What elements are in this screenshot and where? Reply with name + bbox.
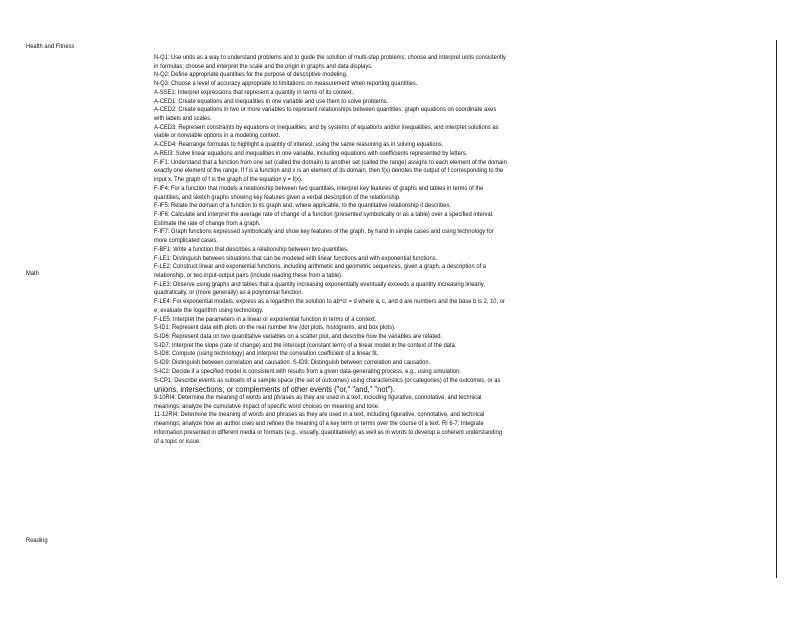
standard-line: S-ID7: Interpret the slope (rate of change) and the intercept (constant term) of a linear model in the context of the data. bbox=[154, 341, 457, 349]
standard-line: N-Q3: Choose a level of accuracy appropriate to limitations on measurement when reporting quantities. bbox=[154, 80, 418, 88]
standard-line: A-REI3: Solve linear equations and inequalities in one variable, including equations with coefficients represented by letters. bbox=[154, 149, 468, 157]
standard-line: A-CED1: Create equations and inequalities in one variable and use them to solve problems. bbox=[154, 97, 389, 105]
standard-line: S-ID6: Represent data on two quantitative variables on a scatter plot, and describe how the variables are related. bbox=[154, 333, 443, 340]
standard-line: S-ID9: Distinguish between correlation and causation. S-ID9: Distinguish between correlation and causation. bbox=[154, 359, 431, 367]
standard-line: in formulas; choose and interpret the scale and the origin in graphs and data displays. bbox=[154, 62, 373, 70]
standard-line: S-CP1: Describe events as subsets of a sample space (the set of outcomes) using characteristics (or categories) of the outcomes, or as bbox=[154, 376, 501, 384]
standard-line: F-IF7: Graph functions expressed symbolically and show key features of the graph, by hand in simple cases and using technology for bbox=[154, 228, 494, 236]
standards-list bbox=[154, 54, 772, 446]
standard-line: exactly one element of the range. If f is a function and x is an element of its domain, then f(x) denotes the output of f corresponding to the bbox=[154, 167, 504, 175]
standard-line: 11-12RI4: Determine the meaning of words and phrases as they are used in a text, including figurative, connotative, and technical bbox=[154, 411, 485, 419]
standard-line: more complicated cases. bbox=[154, 237, 218, 245]
standard-line: meanings; analyze how an author uses and refines the meaning of a key term or terms over the course of a text. RI 6-7: Integrate bbox=[154, 420, 484, 428]
standard-line: meanings; analyze the cumulative impact of specific word choices on meaning and tone. bbox=[154, 402, 380, 410]
standard-line: F-LE1: Distinguish between situations that can be modeled with linear functions and with exponential functions. bbox=[154, 254, 438, 262]
standard-line: N-Q2: Define appropriate quantities for the purpose of descriptive modeling. bbox=[154, 71, 348, 79]
standard-line: e; evaluate the logarithm using technology. bbox=[154, 306, 264, 314]
standard-line: A-CED4: Rearrange formulas to highlight a quantity of interest, using the same reasoning as in solving equations. bbox=[154, 141, 444, 149]
standard-line: S-ID1: Represent data with plots on the real number line (dot plots, histograms, and box plots). bbox=[154, 324, 396, 332]
standard-line: F-IF4: For a function that models a relationship between two quantities, interpret key features of graphs and tables in terms of the bbox=[154, 184, 484, 192]
right-margin-rule bbox=[776, 40, 777, 578]
standard-line: 9-10RI4: Determine the meaning of words and phrases as they are used in a text, including figurative, connotative, and technical bbox=[154, 394, 482, 402]
standard-line: F-IF1: Understand that a function from one set (called the domain) to another set (called the range) assigns to each element of the domain bbox=[154, 158, 507, 166]
standard-line: of a topic or issue. bbox=[154, 437, 201, 445]
standard-line: information presented in different media or formats (e.g., visually, quantitatively) as well as in words to develop a coherent understanding bbox=[154, 428, 503, 436]
standard-line: F-LE5: Interpret the parameters in a linear or exponential function in terms of a context. bbox=[154, 315, 377, 323]
standard-line: F-IF6: Calculate and interpret the average rate of change of a function (presented symbolically or as a table) over a specified interval. bbox=[154, 210, 494, 218]
standard-line: A-SSE1: Interpret expressions that represent a quantity in terms of its context. bbox=[154, 88, 354, 96]
standard-line: A-CED3: Represent constraints by equations or inequalities, and by systems of equations and/or inequalities, and interpret solutions as bbox=[154, 123, 499, 131]
standard-line: S-IC2: Decide if a specified model is consistent with results from a given data-generating process, e.g., using simulation. bbox=[154, 367, 461, 375]
standard-line: F-LE4: For exponential models, express as a logarithm the solution to ab^ct = d where a, c, and d are numbers and the base b is 2, 10, or bbox=[154, 298, 505, 306]
standard-line: N-Q1: Use units as a way to understand problems and to guide the solution of multi-step problems; choose and interpret units consistently bbox=[154, 54, 506, 61]
standard-line: input x. The graph of f is the graph of the equation y = f(x). bbox=[154, 176, 303, 184]
subject-reading: Reading bbox=[26, 537, 48, 544]
standard-line: F-IF5: Relate the domain of a function to its graph and, where applicable, to the quantitative relationship it describes. bbox=[154, 202, 451, 210]
standard-line: with labels and scales. bbox=[154, 115, 212, 123]
standard-line: S-ID8: Compute (using technology) and interpret the correlation coefficient of a linear fit. bbox=[154, 350, 379, 358]
standard-line: unions, intersections, or complements of other events ("or," "and," "not"). bbox=[154, 384, 395, 395]
standard-line: quadratically, or (more generally) as a polynomial function. bbox=[154, 289, 304, 297]
subject-math: Math bbox=[26, 270, 39, 277]
standard-line: Estimate the rate of change from a graph. bbox=[154, 219, 261, 227]
standard-line: viable or nonviable options in a modeling context. bbox=[154, 132, 281, 140]
standard-line: relationship, or two input-output pairs (include reading these from a table). bbox=[154, 271, 343, 279]
standard-line: F-LE3: Observe using graphs and tables that a quantity increasing exponentially eventually exceeds a quantity increasing linearly, bbox=[154, 280, 485, 288]
standard-line: F-LE2: Construct linear and exponential functions, including arithmetic and geometric sequences, given a graph, a description of a bbox=[154, 263, 486, 271]
standard-line: A-CED2: Create equations in two or more variables to represent relationships between quantities; graph equations on coordinate axes bbox=[154, 106, 497, 114]
subject-health: Health and Fitness bbox=[26, 43, 75, 50]
standard-line: F-BF1: Write a function that describes a relationship between two quantities. bbox=[154, 245, 349, 253]
standard-line: quantities, and sketch graphs showing key features given a verbal description of the relationship. bbox=[154, 193, 401, 201]
